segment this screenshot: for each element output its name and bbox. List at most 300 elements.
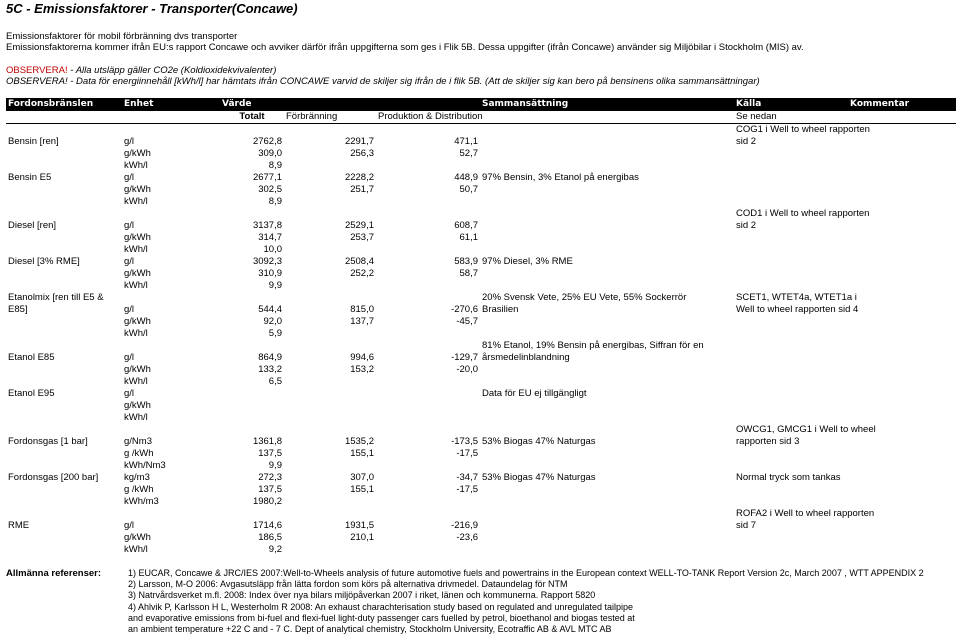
cell-composition: 97% Bensin, 3% Etanol på energibas — [482, 172, 639, 183]
header-unit: Enhet — [122, 98, 220, 111]
cell-combustion — [284, 376, 376, 388]
intro-block — [6, 31, 954, 53]
table-row — [6, 532, 956, 544]
table-row — [6, 352, 956, 364]
cell-source — [734, 532, 848, 544]
cell-combustion: 253,7 — [350, 232, 374, 243]
cell-combustion: 155,1 — [350, 484, 374, 495]
table-body — [6, 124, 956, 557]
cell-unit: g/l — [124, 220, 135, 231]
table-row — [6, 460, 956, 472]
cell-source — [734, 340, 848, 352]
cell-fuel: Fordonsgas [200 bar] — [8, 472, 99, 483]
cell-unit: kWh/l — [124, 412, 148, 423]
warning-lead: OBSERVERA! — [6, 76, 68, 87]
table-row — [6, 136, 956, 148]
warning-text: - Alla utsläpp gäller CO2e (Koldioxidekvivalenter) — [67, 65, 277, 76]
cell-production: 50,7 — [459, 184, 478, 195]
cell-comment — [848, 472, 956, 484]
cell-total: 1361,8 — [252, 436, 282, 447]
cell-comment — [848, 544, 956, 556]
header-value: Värde — [220, 98, 284, 111]
cell-composition — [480, 376, 734, 388]
cell-composition — [480, 424, 734, 436]
table-row — [6, 232, 956, 244]
table-row — [6, 280, 956, 292]
subheader-blank — [6, 111, 122, 124]
cell-composition — [480, 232, 734, 244]
references-block — [6, 568, 954, 635]
cell-unit: g/kWh — [124, 364, 151, 375]
cell-unit: g/kWh — [124, 148, 151, 159]
cell-unit: g/Nm3 — [124, 436, 152, 447]
cell-composition — [480, 124, 734, 137]
cell-combustion: 251,7 — [350, 184, 374, 195]
warning-lead: OBSERVERA! — [6, 65, 68, 76]
table-row — [6, 292, 956, 304]
cell-composition — [480, 136, 734, 148]
cell-composition: 20% Svensk Vete, 25% EU Vete, 55% Sockerrör — [482, 292, 687, 303]
cell-source — [734, 388, 848, 400]
cell-production — [376, 388, 480, 400]
cell-production: 583,9 — [454, 256, 478, 267]
cell-combustion — [284, 124, 376, 137]
cell-unit: g/kWh — [124, 316, 151, 327]
cell-combustion — [284, 292, 376, 304]
cell-comment — [848, 520, 956, 532]
cell-fuel — [6, 532, 122, 544]
cell-source: OWCG1, GMCG1 i Well to wheel — [736, 424, 876, 435]
cell-fuel — [6, 376, 122, 388]
cell-composition — [480, 496, 734, 508]
cell-combustion — [284, 196, 376, 208]
cell-production: -17,5 — [456, 448, 478, 459]
cell-total — [220, 424, 284, 436]
cell-production — [376, 244, 480, 256]
cell-fuel: RME — [8, 520, 30, 531]
cell-production — [376, 196, 480, 208]
warning-line — [6, 76, 954, 87]
cell-unit: kWh/l — [124, 160, 148, 171]
cell-unit: kWh/l — [124, 280, 148, 291]
cell-fuel — [6, 508, 122, 520]
cell-unit — [122, 208, 220, 220]
subheader-blank — [480, 111, 734, 124]
cell-composition — [480, 364, 734, 376]
table-row — [6, 508, 956, 520]
cell-comment — [848, 184, 956, 196]
cell-source: sid 2 — [736, 136, 757, 147]
cell-fuel: Etanol E95 — [8, 388, 55, 399]
cell-combustion: 2529,1 — [344, 220, 374, 231]
cell-comment — [848, 436, 956, 448]
cell-production: 471,1 — [454, 136, 478, 147]
cell-unit: g/l — [124, 172, 135, 183]
cell-composition — [480, 460, 734, 472]
cell-comment — [848, 136, 956, 148]
cell-composition: Data för EU ej tillgängligt — [482, 388, 587, 399]
cell-combustion: 815,0 — [350, 304, 374, 315]
cell-combustion — [284, 424, 376, 436]
table-row — [6, 484, 956, 496]
cell-total: 6,5 — [268, 376, 282, 387]
cell-unit: g/kWh — [124, 532, 151, 543]
cell-comment — [848, 340, 956, 352]
subheader-source: Se nedan — [734, 111, 848, 124]
cell-production: -17,5 — [456, 484, 478, 495]
table-row — [6, 400, 956, 412]
cell-total — [220, 292, 284, 304]
cell-fuel — [6, 148, 122, 160]
reference-item: 2) Larsson, M-O 2006: Avgasutsläpp från lätta fordon som körs på alternativa drivmedel. Dataundelag för NTM — [128, 579, 568, 590]
cell-source — [734, 412, 848, 424]
cell-source: COD1 i Well to wheel rapporten — [736, 208, 870, 219]
cell-unit — [122, 508, 220, 520]
cell-fuel — [6, 196, 122, 208]
cell-source: Well to wheel rapporten sid 4 — [736, 304, 859, 315]
cell-total: 9,9 — [268, 460, 282, 471]
table-row — [6, 172, 956, 184]
cell-source — [734, 172, 848, 184]
cell-fuel — [6, 460, 122, 472]
cell-total: 302,5 — [258, 184, 282, 195]
cell-comment — [848, 148, 956, 160]
cell-combustion — [284, 544, 376, 556]
table-row — [6, 244, 956, 256]
cell-comment — [848, 316, 956, 328]
cell-fuel — [6, 160, 122, 172]
cell-fuel — [6, 124, 122, 137]
cell-combustion: 1931,5 — [344, 520, 374, 531]
table-row — [6, 448, 956, 460]
cell-composition — [480, 184, 734, 196]
cell-fuel — [6, 412, 122, 424]
header-comment: Kommentar — [848, 98, 956, 111]
table-row — [6, 196, 956, 208]
cell-source — [734, 160, 848, 172]
cell-source: ROFA2 i Well to wheel rapporten — [736, 508, 875, 519]
cell-production: 58,7 — [459, 268, 478, 279]
cell-combustion: 252,2 — [350, 268, 374, 279]
cell-production — [376, 376, 480, 388]
subheader-total: Totalt — [220, 111, 284, 124]
cell-combustion: 137,7 — [350, 316, 374, 327]
references-list — [128, 568, 954, 635]
cell-combustion — [284, 160, 376, 172]
cell-source — [734, 460, 848, 472]
cell-total: 137,5 — [258, 484, 282, 495]
cell-source — [734, 196, 848, 208]
cell-comment — [848, 496, 956, 508]
cell-combustion: 256,3 — [350, 148, 374, 159]
cell-combustion — [284, 208, 376, 220]
cell-total: 544,4 — [258, 304, 282, 315]
cell-fuel — [6, 484, 122, 496]
cell-total: 8,9 — [268, 160, 282, 171]
table-row — [6, 388, 956, 400]
cell-source: SCET1, WTET4a, WTET1a i — [736, 292, 857, 303]
header-composition: Sammansättning — [480, 98, 734, 111]
cell-total: 8,9 — [268, 196, 282, 207]
cell-combustion: 1535,2 — [344, 436, 374, 447]
cell-combustion: 994,6 — [350, 352, 374, 363]
cell-fuel: Fordonsgas [1 bar] — [8, 436, 88, 447]
table-row — [6, 160, 956, 172]
cell-combustion — [284, 388, 376, 400]
reference-item: and evaporative emissions from bi-fuel and flexi-fuel light-duty passenger cars fuelled by petrol, bioethanol and biogas tested at — [128, 612, 635, 623]
table-row — [6, 436, 956, 448]
cell-source: Normal tryck som tankas — [736, 472, 841, 483]
cell-unit — [122, 124, 220, 137]
cell-fuel — [6, 496, 122, 508]
cell-total: 3137,8 — [252, 220, 282, 231]
cell-comment — [848, 400, 956, 412]
cell-fuel — [6, 448, 122, 460]
cell-composition — [480, 400, 734, 412]
cell-fuel: Diesel [3% RME] — [8, 256, 80, 267]
intro-line: Emissionsfaktorer för mobil förbränning dvs transporter — [6, 31, 238, 42]
table-row — [6, 328, 956, 340]
cell-composition — [480, 328, 734, 340]
cell-production — [376, 496, 480, 508]
table-row — [6, 496, 956, 508]
table-row — [6, 184, 956, 196]
reference-item: an ambient temperature +22 C and - 7 C. Dept of analytical chemistry, Stockholm University, Ecotraffic AB & AVL MTC AB — [128, 624, 612, 635]
reference-item: 3) Natrvårdsverket m.fl. 2008: Index över nya bilars miljöpåverkan 2007 i riket, länen och kommunerna. Rapport 5820 — [128, 590, 596, 601]
cell-composition — [480, 268, 734, 280]
cell-comment — [848, 364, 956, 376]
cell-production — [376, 208, 480, 220]
cell-comment — [848, 532, 956, 544]
cell-production — [376, 340, 480, 352]
cell-combustion: 2228,2 — [344, 172, 374, 183]
cell-production — [376, 424, 480, 436]
references-label: Allmänna referenser: — [6, 568, 102, 579]
cell-production: -34,7 — [456, 472, 478, 483]
cell-production: -45,7 — [456, 316, 478, 327]
cell-source — [734, 256, 848, 268]
cell-source — [734, 400, 848, 412]
cell-fuel — [6, 268, 122, 280]
cell-combustion: 155,1 — [350, 448, 374, 459]
cell-composition — [480, 484, 734, 496]
table-row — [6, 376, 956, 388]
cell-production — [376, 508, 480, 520]
cell-unit: kWh/Nm3 — [124, 460, 166, 471]
cell-total: 864,9 — [258, 352, 282, 363]
cell-comment — [848, 448, 956, 460]
cell-production — [376, 292, 480, 304]
cell-composition — [480, 280, 734, 292]
cell-fuel — [6, 544, 122, 556]
cell-comment — [848, 304, 956, 316]
cell-comment — [848, 388, 956, 400]
cell-unit: kWh/l — [124, 328, 148, 339]
cell-production — [376, 412, 480, 424]
table-row — [6, 316, 956, 328]
cell-composition — [480, 244, 734, 256]
cell-production: -20,0 — [456, 364, 478, 375]
table-header-row — [6, 98, 956, 111]
cell-comment — [848, 280, 956, 292]
cell-unit: g /kWh — [124, 448, 154, 459]
table-row — [6, 364, 956, 376]
reference-item: 4) Ahlvik P, Karlsson H L, Westerholm R 2008: An exhaust charachterisation study based on regulated and unregulated tailpipe — [128, 601, 633, 612]
cell-fuel — [6, 280, 122, 292]
table-row — [6, 520, 956, 532]
cell-total — [220, 388, 284, 400]
cell-unit: kWh/m3 — [124, 496, 159, 507]
cell-composition — [480, 448, 734, 460]
table-row — [6, 472, 956, 484]
cell-fuel: Diesel [ren] — [8, 220, 57, 231]
cell-production — [376, 328, 480, 340]
cell-total: 272,3 — [258, 472, 282, 483]
cell-composition: Brasilien — [482, 304, 519, 315]
table-row — [6, 544, 956, 556]
subheader-blank — [122, 111, 220, 124]
table-subheader-row — [6, 111, 956, 124]
cell-total: 1980,2 — [252, 496, 282, 507]
cell-composition: 53% Biogas 47% Naturgas — [482, 436, 596, 447]
cell-comment — [848, 292, 956, 304]
cell-total: 2677,1 — [252, 172, 282, 183]
cell-total: 137,5 — [258, 448, 282, 459]
cell-composition: årsmedelinblandning — [482, 352, 570, 363]
cell-fuel: Etanol E85 — [8, 352, 55, 363]
cell-combustion: 307,0 — [350, 472, 374, 483]
cell-source — [734, 544, 848, 556]
cell-total — [220, 208, 284, 220]
reference-item: 1) EUCAR, Concawe & JRC/IES 2007:Well-to-Wheels analysis of future automotive fuels and powertrains in the European context WELL-TO-TANK Report Version 2c, March 2007 , WTT APPENDIX 2 — [128, 568, 924, 578]
cell-unit: g /kWh — [124, 484, 154, 495]
cell-source — [734, 232, 848, 244]
cell-composition — [480, 196, 734, 208]
cell-unit: kWh/l — [124, 196, 148, 207]
cell-source: COG1 i Well to wheel rapporten — [736, 124, 870, 135]
cell-composition: 81% Etanol, 19% Bensin på energibas, Siffran för en — [482, 340, 704, 351]
table-row — [6, 220, 956, 232]
cell-unit: g/l — [124, 352, 135, 363]
cell-fuel — [6, 232, 122, 244]
cell-combustion: 153,2 — [350, 364, 374, 375]
cell-combustion — [284, 412, 376, 424]
warning-line — [6, 65, 954, 76]
cell-source: sid 7 — [736, 520, 757, 531]
cell-comment — [848, 328, 956, 340]
cell-comment — [848, 268, 956, 280]
cell-composition: 97% Diesel, 3% RME — [482, 256, 573, 267]
emission-factors-table — [6, 98, 956, 556]
cell-combustion — [284, 460, 376, 472]
cell-unit: g/l — [124, 388, 135, 399]
cell-combustion — [284, 328, 376, 340]
cell-fuel — [6, 400, 122, 412]
cell-source — [734, 244, 848, 256]
cell-production — [376, 544, 480, 556]
table-row — [6, 208, 956, 220]
cell-fuel — [6, 316, 122, 328]
cell-source — [734, 364, 848, 376]
table-row — [6, 124, 956, 137]
warnings-block — [6, 65, 954, 87]
cell-composition — [480, 208, 734, 220]
cell-fuel — [6, 328, 122, 340]
document-page — [0, 1, 960, 643]
cell-total: 92,0 — [263, 316, 282, 327]
cell-unit: g/kWh — [124, 400, 151, 411]
cell-total: 9,9 — [268, 280, 282, 291]
cell-total — [220, 340, 284, 352]
table-row — [6, 340, 956, 352]
cell-unit: kWh/l — [124, 544, 148, 555]
cell-production: 52,7 — [459, 148, 478, 159]
cell-unit: kWh/l — [124, 244, 148, 255]
cell-production: -23,6 — [456, 532, 478, 543]
cell-unit: g/kWh — [124, 184, 151, 195]
cell-total — [220, 124, 284, 137]
cell-combustion — [284, 496, 376, 508]
cell-composition: 53% Biogas 47% Naturgas — [482, 472, 596, 483]
cell-source: rapporten sid 3 — [736, 436, 800, 447]
cell-production: -216,9 — [451, 520, 478, 531]
cell-total: 2762,8 — [252, 136, 282, 147]
cell-total: 133,2 — [258, 364, 282, 375]
cell-production — [376, 400, 480, 412]
cell-production — [376, 460, 480, 472]
cell-comment — [848, 412, 956, 424]
cell-production: -270,6 — [451, 304, 478, 315]
cell-fuel: E85] — [8, 304, 28, 315]
cell-total: 310,9 — [258, 268, 282, 279]
subheader-combustion: Förbränning — [284, 111, 376, 124]
cell-composition — [480, 508, 734, 520]
cell-source: sid 2 — [736, 220, 757, 231]
table-row — [6, 148, 956, 160]
cell-fuel: Bensin [ren] — [8, 136, 59, 147]
cell-composition — [480, 532, 734, 544]
cell-source — [734, 352, 848, 364]
cell-combustion — [284, 340, 376, 352]
cell-total: 309,0 — [258, 148, 282, 159]
cell-comment — [848, 376, 956, 388]
cell-source — [734, 316, 848, 328]
cell-fuel: Bensin E5 — [8, 172, 52, 183]
header-blank — [284, 98, 376, 111]
header-fuel: Fordonsbränslen — [6, 98, 122, 111]
cell-production — [376, 160, 480, 172]
cell-fuel: Etanolmix [ren till E5 & — [8, 292, 104, 303]
warning-text: - Data för energiinnehåll [kWh/l] har hämtats ifrån CONCAWE varvid de skiljer sig ifrån de i flik 5B. (Att de skiljer sig kan bero på bensinens olika sammansättningar) — [67, 76, 760, 87]
cell-production: 61,1 — [459, 232, 478, 243]
cell-combustion — [284, 280, 376, 292]
cell-source — [734, 448, 848, 460]
cell-comment — [848, 460, 956, 472]
cell-source — [734, 496, 848, 508]
cell-composition — [480, 316, 734, 328]
cell-composition — [480, 160, 734, 172]
cell-comment — [848, 196, 956, 208]
cell-total: 186,5 — [258, 532, 282, 543]
cell-comment — [848, 484, 956, 496]
cell-comment — [848, 160, 956, 172]
intro-line: Emissionsfaktorerna kommer ifrån EU:s rapport Concawe och avviker därför ifrån uppgifterna som ges i Flik 5B. Dessa uppgifter (ifrån Concawe) använder sig Miljöbilar i Stockholm (MIS) av. — [6, 42, 804, 53]
table-row — [6, 304, 956, 316]
cell-comment — [848, 244, 956, 256]
table-row — [6, 424, 956, 436]
cell-composition — [480, 148, 734, 160]
cell-unit — [122, 424, 220, 436]
